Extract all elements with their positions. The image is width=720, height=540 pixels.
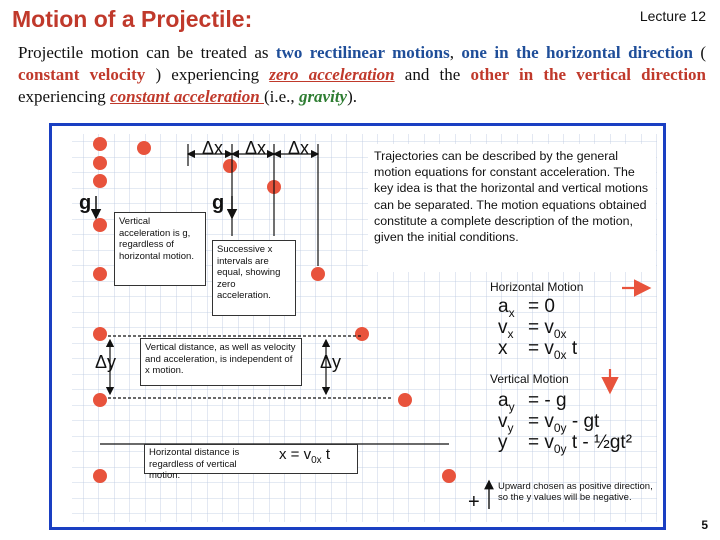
fall-dot xyxy=(93,327,107,341)
x-equation xyxy=(279,446,331,467)
intro-text-15: ). xyxy=(347,87,358,106)
eq-rhs-sub: 0x xyxy=(553,326,567,341)
intro-text-10: other in the vertical direction xyxy=(470,65,706,84)
fall-dot xyxy=(93,393,107,407)
page-number: 5 xyxy=(701,518,708,532)
eq-rhs: = v xyxy=(528,411,554,432)
eq-rhs: = v xyxy=(528,338,554,359)
eq-rhs-sub: 0y xyxy=(553,420,567,435)
eq-rhs-sub: 0x xyxy=(553,347,567,362)
projectile-dot xyxy=(311,267,325,281)
successive-intervals-note: Successive x intervals are equal, showing zero acceleration. xyxy=(212,240,296,316)
lecture-label: Lecture 12 xyxy=(639,8,706,24)
intro-text-11: experiencing xyxy=(18,87,111,106)
g-label-1: g xyxy=(79,192,92,214)
horizontal-distance-text: Horizontal distance is regardless of vertical motion. xyxy=(149,447,240,481)
eq-lhs-sub: y xyxy=(507,420,514,435)
projectile-figure xyxy=(49,123,666,530)
dx-label-2: Δx xyxy=(245,138,267,158)
dx-label-1: Δx xyxy=(202,138,224,158)
slide-title: Motion of a Projectile: xyxy=(12,6,253,32)
fall-dot xyxy=(93,156,107,170)
intro-text-6: constant velocity xyxy=(18,65,146,84)
fall-dot xyxy=(93,174,107,188)
eq-rhs-sub: 0y xyxy=(553,441,567,456)
intro-text-5: ( xyxy=(692,43,707,62)
horizontal-motion-title: Horizontal Motion xyxy=(490,280,584,294)
projectile-dot xyxy=(398,393,412,407)
eq-rhs: = - g xyxy=(528,390,567,411)
intro-text-7: ) experiencing xyxy=(145,65,270,84)
intro-text-13: (i.e., xyxy=(264,87,299,106)
vertical-distance-note: Vertical distance, as well as velocity and acceleration, is independent of x motion. xyxy=(140,338,302,386)
intro-text-2: two rectilinear motions xyxy=(275,43,450,62)
intro-text-8: zero acceleration xyxy=(269,65,395,84)
fall-dot xyxy=(93,267,107,281)
fall-dot xyxy=(93,218,107,232)
x-eq-sub: 0x xyxy=(311,455,322,466)
eq-lhs: v xyxy=(498,411,508,432)
eq-tail: t xyxy=(566,338,578,359)
eq-lhs: x xyxy=(498,338,508,359)
intro-paragraph xyxy=(18,42,706,108)
dy-label-1: Δy xyxy=(95,352,117,372)
intro-text-12: constant acceleration xyxy=(110,87,264,106)
projectile-dot xyxy=(223,159,237,173)
vertical-motion-title: Vertical Motion xyxy=(490,372,569,386)
eq-tail: t - ½gt² xyxy=(566,432,633,453)
eq-rhs: = v xyxy=(528,317,554,338)
eq-lhs: y xyxy=(498,432,508,453)
eq-lhs: a xyxy=(498,390,509,411)
g-label-2: g xyxy=(212,192,225,214)
fall-dot xyxy=(93,469,107,483)
eq-rhs: = 0 xyxy=(528,296,555,317)
fall-dot xyxy=(93,137,107,151)
eq-tail: - gt xyxy=(566,411,600,432)
x-eq-t: t xyxy=(321,446,331,463)
eq-lhs-sub: x xyxy=(508,305,515,320)
eq-lhs: a xyxy=(498,296,509,317)
projectile-dot xyxy=(355,327,369,341)
intro-text-1: Projectile motion can be treated as xyxy=(18,43,276,62)
vertical-acceleration-note: Vertical acceleration is g, regardless of horizontal motion. xyxy=(114,212,206,286)
upward-positive-note: Upward chosen as positive direction, so the y values will be negative. xyxy=(498,481,653,503)
eq-lhs-sub: y xyxy=(508,399,515,414)
projectile-dot xyxy=(442,469,456,483)
eq-lhs: v xyxy=(498,317,508,338)
intro-text-4: one in the horizontal direction xyxy=(461,43,693,62)
dx-label-3: Δx xyxy=(288,138,310,158)
intro-text-14: gravity xyxy=(298,87,348,106)
equation-row xyxy=(498,338,577,362)
eq-lhs-sub: x xyxy=(507,326,514,341)
horizontal-distance-note xyxy=(144,444,358,481)
intro-text-9: and the xyxy=(394,65,471,84)
dy-label-2: Δy xyxy=(320,352,342,372)
equation-row xyxy=(498,432,632,456)
projectile-dot xyxy=(137,141,151,155)
plus-sign: + xyxy=(468,491,480,513)
intro-text-3: , xyxy=(449,43,462,62)
eq-rhs: = v xyxy=(528,432,554,453)
x-eq-main: x = v xyxy=(279,446,312,463)
trajectory-description: Trajectories can be described by the general motion equations for constant acceleration. The key idea is that the horizontal and vertical motions can be separated. The motion equations obtained constitute a complete description of the motion, given the initial conditions. xyxy=(368,144,656,272)
